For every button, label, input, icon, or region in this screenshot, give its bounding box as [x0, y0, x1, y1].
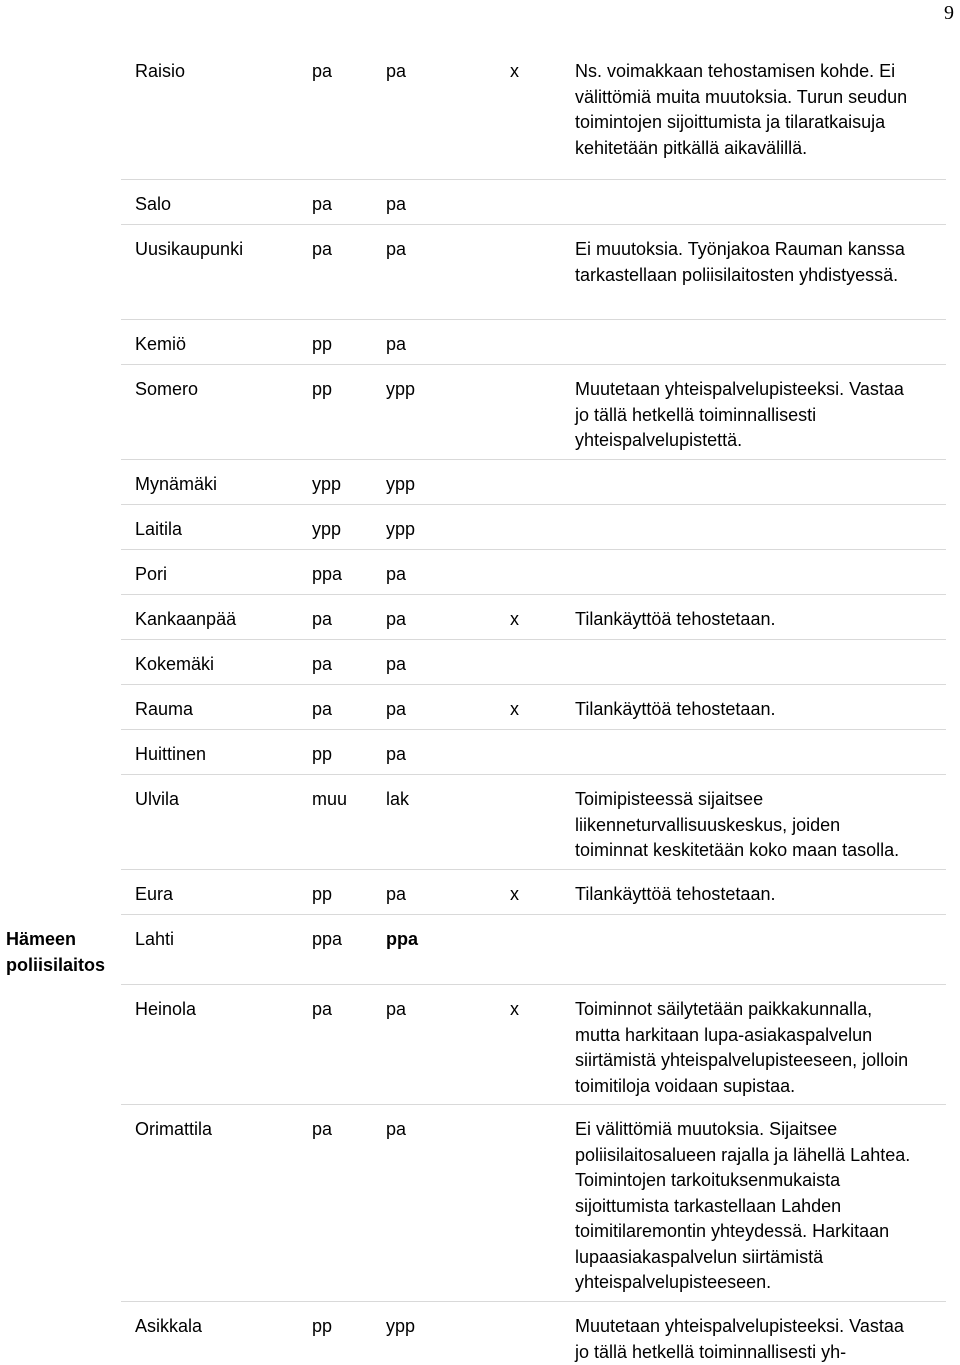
current-type: ppa — [312, 564, 343, 584]
remarks: Ns. voimakkaan tehostamisen kohde. Ei välittömiä muita muutoksia. Turun seudun toimintojen sijoittumista ja tilaratkaisuja kehitetään pitkällä aikavälillä. — [575, 61, 908, 158]
remarks: Ei välittömiä muutoksia. Sijaitsee poliisilaitosalueen rajalla ja lähellä Lahtea. Toimintojen tarkoituksenmukaista sijoittumista tarkastellaan Lahden toimitilaremontin yhteydessä. Harkitaan lupaasiakaspalvelun siirtämistä yhteispalvelupisteeseen. — [575, 1119, 911, 1292]
change-mark: x — [510, 884, 519, 904]
current-type: pa — [312, 654, 333, 674]
place-name: Ulvila — [135, 789, 180, 809]
remarks: Muutetaan yhteispalvelupisteeksi. Vastaa jo tällä hetkellä toiminnallisesti yh- — [575, 1316, 904, 1362]
place-name: Kankaanpää — [135, 609, 237, 629]
place-name: Kemiö — [135, 334, 187, 354]
new-type: pa — [386, 654, 407, 674]
current-type: pp — [312, 1316, 333, 1336]
new-type: pa — [386, 334, 407, 354]
current-type: pa — [312, 1119, 333, 1139]
place-name: Pori — [135, 564, 168, 584]
table-row — [0, 640, 946, 685]
new-type: ypp — [386, 379, 416, 399]
current-type: ypp — [312, 519, 342, 539]
place-name: Asikkala — [135, 1316, 203, 1336]
remarks: Ei muutoksia. Työnjakoa Rauman kanssa tarkastellaan poliisilaitosten yhdistyessä. — [575, 239, 905, 285]
table-row — [0, 225, 946, 320]
table-row — [0, 915, 946, 985]
current-type: ypp — [312, 474, 342, 494]
place-name: Huittinen — [135, 744, 207, 764]
remarks: Toiminnot säilytetään paikkakunnalla, mutta harkitaan lupa-asiakaspalvelun siirtämistä yhteispalvelupisteeseen, jolloin toimitiloja voidaan supistaa. — [575, 999, 909, 1096]
remarks: Toimipisteessä sijaitsee liikenneturvallisuuskeskus, joiden toiminnat keskitetään koko maan tasolla. — [575, 789, 900, 860]
place-name: Eura — [135, 884, 174, 904]
new-type: pa — [386, 239, 407, 259]
table-row — [0, 320, 946, 365]
office-table — [0, 47, 946, 1364]
remarks: Tilankäyttöä tehostetaan. — [575, 609, 776, 629]
current-type: pp — [312, 334, 333, 354]
new-type: pa — [386, 999, 407, 1019]
new-type: pa — [386, 884, 407, 904]
new-type: ppa — [386, 929, 419, 949]
table-row — [0, 775, 946, 870]
remarks: Tilankäyttöä tehostetaan. — [575, 699, 776, 719]
current-type: pp — [312, 744, 333, 764]
place-name: Mynämäki — [135, 474, 218, 494]
table-row — [0, 595, 946, 640]
new-type: ypp — [386, 1316, 416, 1336]
new-type: pa — [386, 61, 407, 81]
place-name: Somero — [135, 379, 199, 399]
table-row — [0, 365, 946, 460]
remarks: Muutetaan yhteispalvelupisteeksi. Vastaa jo tällä hetkellä toiminnallisesti yhteispalvelupistettä. — [575, 379, 904, 450]
change-mark: x — [510, 699, 519, 719]
current-type: muu — [312, 789, 348, 809]
place-name: Uusikaupunki — [135, 239, 244, 259]
current-type: pa — [312, 609, 333, 629]
place-name: Rauma — [135, 699, 194, 719]
page-number: 9 — [944, 2, 954, 24]
new-type: pa — [386, 609, 407, 629]
table-row — [0, 730, 946, 775]
current-type: pp — [312, 884, 333, 904]
current-type: pa — [312, 239, 333, 259]
table-row — [0, 460, 946, 505]
table-row — [0, 985, 946, 1105]
place-name: Salo — [135, 194, 172, 214]
table-row — [0, 870, 946, 915]
region-heading: Hämeen poliisilaitos — [6, 929, 106, 975]
place-name: Raisio — [135, 61, 186, 81]
table-row — [0, 180, 946, 225]
change-mark: x — [510, 609, 519, 629]
new-type: lak — [386, 789, 410, 809]
new-type: pa — [386, 699, 407, 719]
new-type: ypp — [386, 519, 416, 539]
place-name: Heinola — [135, 999, 197, 1019]
table-row — [0, 550, 946, 595]
current-type: pa — [312, 699, 333, 719]
place-name: Orimattila — [135, 1119, 213, 1139]
current-type: pa — [312, 999, 333, 1019]
current-type: pa — [312, 194, 333, 214]
table-row — [0, 685, 946, 730]
place-name: Laitila — [135, 519, 183, 539]
table-row — [0, 505, 946, 550]
table-row — [0, 47, 946, 180]
remarks: Tilankäyttöä tehostetaan. — [575, 884, 776, 904]
new-type: ypp — [386, 474, 416, 494]
current-type: ppa — [312, 929, 343, 949]
place-name: Lahti — [135, 929, 175, 949]
new-type: pa — [386, 564, 407, 584]
new-type: pa — [386, 744, 407, 764]
table-row — [0, 1302, 946, 1364]
change-mark: x — [510, 61, 519, 81]
current-type: pa — [312, 61, 333, 81]
table-row — [0, 1105, 946, 1302]
new-type: pa — [386, 194, 407, 214]
change-mark: x — [510, 999, 519, 1019]
place-name: Kokemäki — [135, 654, 215, 674]
current-type: pp — [312, 379, 333, 399]
new-type: pa — [386, 1119, 407, 1139]
